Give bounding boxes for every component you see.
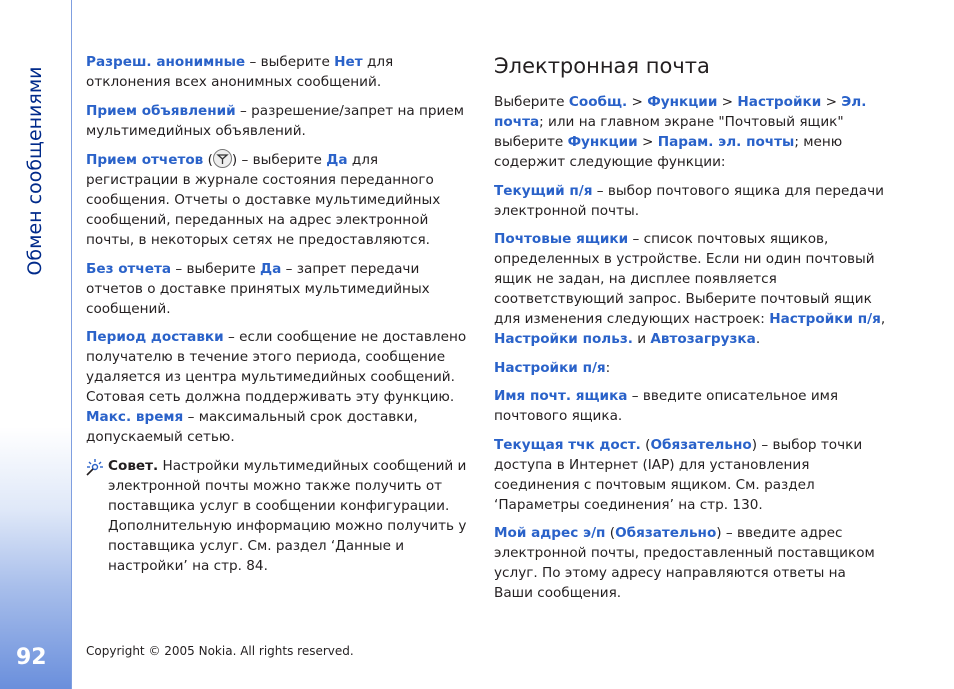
option-my-email: Мой адрес э/п (Обязательно) – введите адрес электронной почты, предоставленный поставщиком услуг. По этому адресу направляются ответы на Ваши сообщения. xyxy=(494,525,875,601)
page-number: 92 xyxy=(16,645,47,670)
left-column xyxy=(86,52,471,584)
option-value: Да xyxy=(260,260,282,277)
option-max-time: Макс. время xyxy=(86,409,184,425)
tip-block xyxy=(86,456,471,576)
option-delivery-period: Период доставки – если сообщение не доставлено получателю в течение этого периода, сообщение удаляется из центра мультимедийных сообщений. Сотовая сеть должна поддерживать эту функцию. Макс. время – максимальный срок доставки, допускаемый сетью. xyxy=(86,329,467,445)
section-title: Обмен сообщениями xyxy=(24,66,46,276)
tip-text: Настройки мультимедийных сообщений и электронной почты можно также получить от поставщика услуг в сообщении конфигурации. Дополнительную информацию можно получить у поставщика услуг. См. раздел ‘Данные и настройки’ на стр. 84. xyxy=(108,457,467,574)
option-key: Текущая тчк дост. xyxy=(494,436,641,453)
option-key: Текущий п/я xyxy=(494,182,593,199)
option-receipts: Прием отчетов ( ) – выберите Да для регистрации в журнале состояния переданного сообщения. Отчеты о доставке мультимедийных сообщений, переданных на адрес электронной почты, в некоторых сетях не предоставляются. xyxy=(86,149,471,250)
option-value: Да xyxy=(326,152,348,168)
section-heading: Электронная почта xyxy=(494,54,710,78)
option-anonymous: Разреш. анонимные – выберите Нет для отклонения всех анонимных сообщений. xyxy=(86,54,394,90)
option-key: Почтовые ящики xyxy=(494,231,629,247)
email-intro: Выберите Сообщ. > Функции > Настройки > Эл. почта; или на главном экране "Почтовый ящик" выберите Функции > Парам. эл. почты; меню содержит следующие функции: xyxy=(494,94,867,170)
option-no-report: Без отчета – выберите Да – запрет передачи отчетов о доставке принятых мультимедийных сообщений. xyxy=(86,260,430,317)
option-access-point: Текущая тчк дост. (Обязательно) – выбор точки доступа в Интернет (IAP) для установления соединения с почтовым ящиком. См. раздел ‘Параметры соединения’ на стр. 130. xyxy=(494,436,863,513)
option-key: Разреш. анонимные xyxy=(86,54,246,70)
option-current-mailbox: Текущий п/я – выбор почтового ящика для передачи электронной почты. xyxy=(494,182,884,219)
option-key: Прием отчетов xyxy=(86,152,204,168)
copyright: Copyright © 2005 Nokia. All rights reserved. xyxy=(86,644,354,658)
tip-label: Совет. xyxy=(108,457,159,474)
option-key: Без отчета xyxy=(86,260,172,277)
option-ads: Прием объявлений – разрешение/запрет на прием мультимедийных объявлений. xyxy=(86,102,464,139)
option-value: Нет xyxy=(334,54,363,70)
tip-lightbulb-icon xyxy=(86,458,104,476)
option-key: Прием объявлений xyxy=(86,102,236,119)
mailbox-settings-heading: Настройки п/я: xyxy=(494,359,611,376)
option-mailboxes: Почтовые ящики – список почтовых ящиков, определенных в устройстве. Если ни один почтовый ящик не задан, на дисплее появляется соответствующий запрос. Выберите почтовый ящик для изменения следующих настроек: Настройки п/я, Настройки польз. и Автозагрузка. xyxy=(494,231,886,347)
sidebar-divider xyxy=(71,0,72,689)
right-column xyxy=(494,52,886,612)
option-key: Настройки п/я xyxy=(494,359,606,376)
option-key: Имя почт. ящика xyxy=(494,388,628,404)
delivery-report-icon xyxy=(213,149,232,168)
option-mailbox-name: Имя почт. ящика – введите описательное имя почтового ящика. xyxy=(494,388,839,424)
option-key: Период доставки xyxy=(86,329,224,345)
option-key: Мой адрес э/п xyxy=(494,525,606,541)
